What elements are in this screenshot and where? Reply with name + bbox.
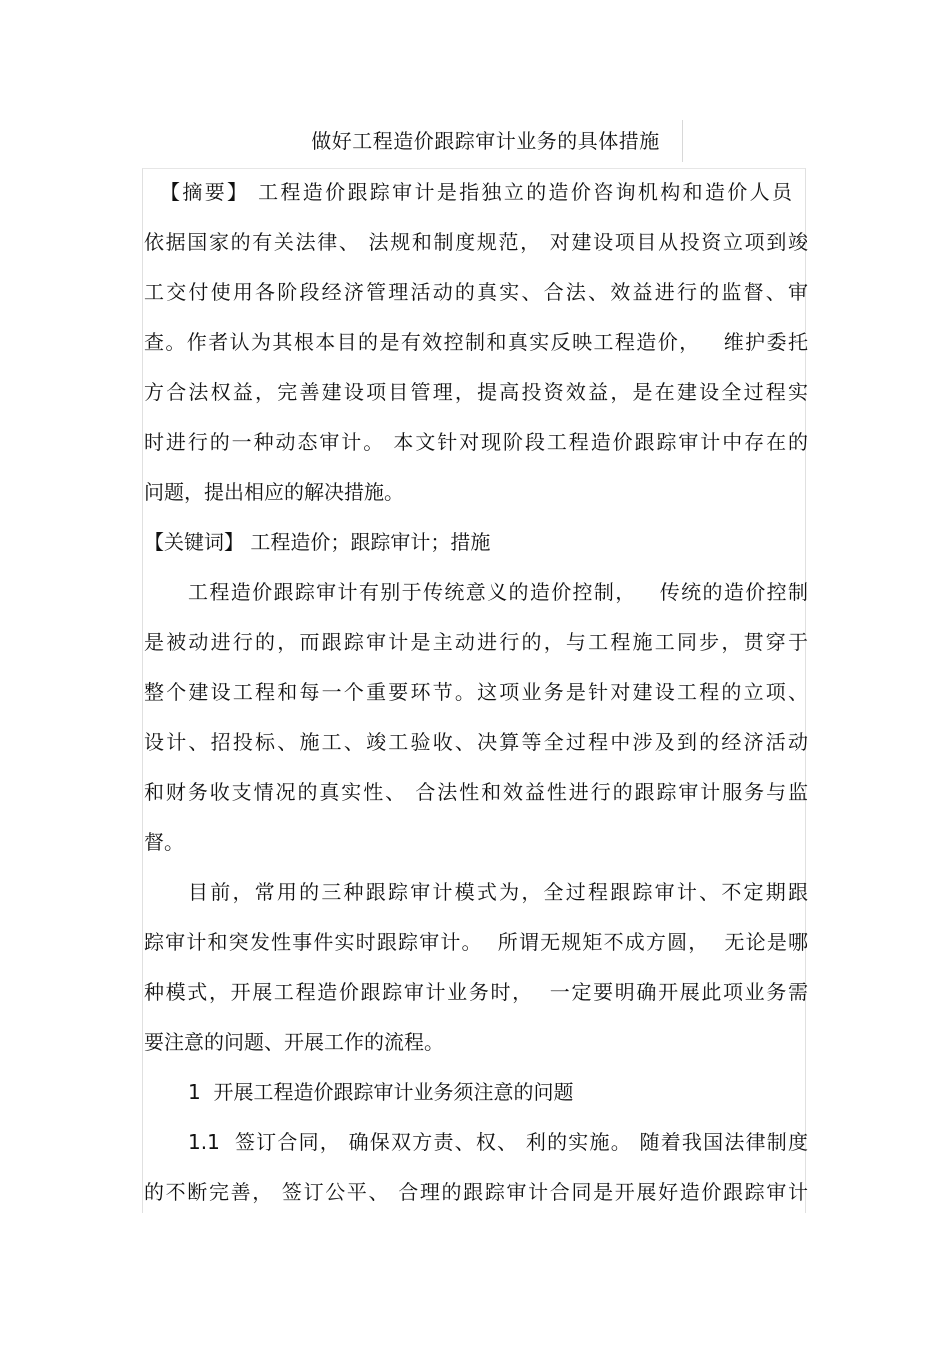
section-heading: 1 开展工程造价跟踪审计业务须注意的问题 (188, 1080, 574, 1104)
keywords-line: 【关键词】 工程造价；跟踪审计；措施 (144, 530, 491, 554)
body-line: 1.1 签订合同， 确保双方责、权、 利的实施。 随着我国法律制度 (188, 1130, 808, 1154)
abstract-line: 工交付使用各阶段经济管理活动的真实、合法、效益进行的监督、审 (144, 280, 808, 304)
body-line: 踪审计和突发性事件实时跟踪审计。 所谓无规矩不成方圆， 无论是哪 (144, 930, 808, 954)
document-title: 做好工程造价跟踪审计业务的具体措施 (311, 120, 683, 162)
body-line: 种模式，开展工程造价跟踪审计业务时， 一定要明确开展此项业务需 (144, 980, 808, 1004)
body-line: 是被动进行的，而跟踪审计是主动进行的，与工程施工同步，贯穿于 (144, 630, 808, 654)
abstract-line: 【摘要】 工程造价跟踪审计是指独立的造价咨询机构和造价人员 (160, 180, 792, 204)
body-line: 和财务收支情况的真实性、 合法性和效益性进行的跟踪审计服务与监 (144, 780, 808, 804)
abstract-line: 时进行的一种动态审计。 本文针对现阶段工程造价跟踪审计中存在的 (144, 430, 808, 454)
body-line: 设计、招投标、施工、竣工验收、决算等全过程中涉及到的经济活动 (144, 730, 808, 754)
abstract-line: 方合法权益，完善建设项目管理，提高投资效益，是在建设全过程实 (144, 380, 808, 404)
body-line: 的不断完善， 签订公平、 合理的跟踪审计合同是开展好造价跟踪审计 (144, 1180, 808, 1204)
body-line: 目前，常用的三种跟踪审计模式为，全过程跟踪审计、不定期跟 (188, 880, 808, 904)
body-line: 整个建设工程和每一个重要环节。这项业务是针对建设工程的立项、 (144, 680, 808, 704)
body-line: 督。 (144, 830, 184, 854)
title-block (0, 120, 950, 162)
abstract-line: 依据国家的有关法律、 法规和制度规范， 对建设项目从投资立项到竣 (144, 230, 808, 254)
body-line: 工程造价跟踪审计有别于传统意义的造价控制， 传统的造价控制 (188, 580, 808, 604)
body-line: 要注意的问题、开展工作的流程。 (144, 1030, 444, 1054)
abstract-line: 问题，提出相应的解决措施。 (144, 480, 404, 504)
abstract-line: 查。作者认为其根本目的是有效控制和真实反映工程造价， 维护委托 (144, 330, 808, 354)
